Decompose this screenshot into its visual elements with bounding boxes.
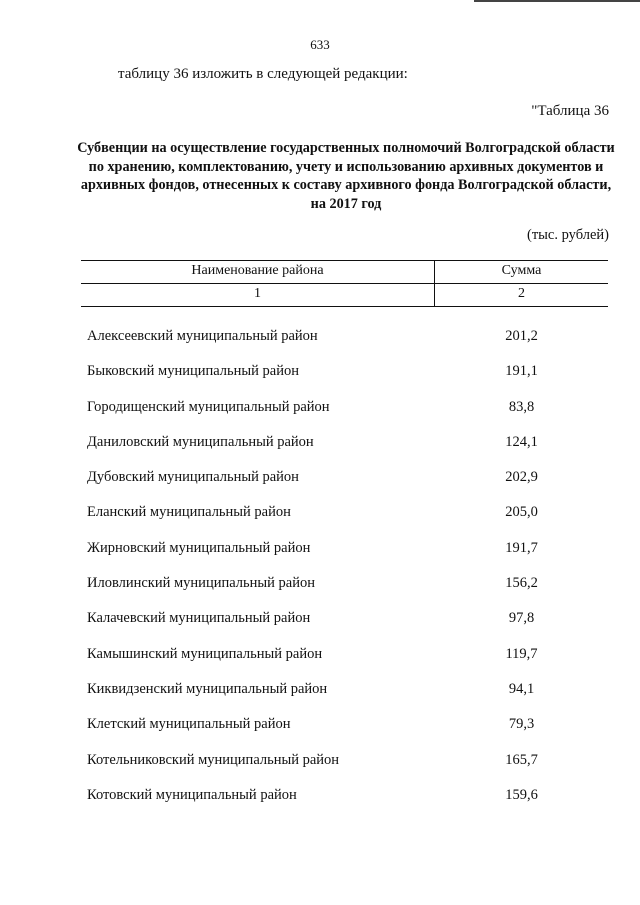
district-amount: 94,1 [508, 680, 535, 697]
unit-label: (тыс. рублей) [527, 227, 609, 243]
district-amount: 159,6 [505, 786, 538, 803]
district-amount: 119,7 [505, 645, 538, 662]
header-mid-rule [81, 283, 608, 284]
district-name: Городищенский муниципальный район [87, 398, 330, 415]
table-row [0, 638, 640, 673]
district-amount: 191,1 [505, 363, 538, 380]
district-name: Иловлинский муниципальный район [87, 575, 315, 592]
header-top-rule [81, 260, 608, 261]
district-amount: 83,8 [508, 398, 535, 415]
district-name: Котельниковский муниципальный район [87, 751, 340, 768]
district-name: Киквидзенский муниципальный район [87, 680, 328, 697]
district-amount: 202,9 [505, 469, 538, 486]
district-amount: 201,2 [505, 328, 538, 344]
district-amount: 79,3 [508, 716, 535, 733]
table-row [0, 461, 640, 496]
table-row [0, 567, 640, 602]
district-amount: 191,7 [505, 539, 538, 556]
district-name: Клетский муниципальный район [87, 716, 291, 733]
district-name: Быковский муниципальный район [87, 363, 299, 380]
district-amount: 156,2 [505, 575, 538, 592]
district-amount: 124,1 [505, 433, 538, 450]
table-row [0, 744, 640, 779]
table-row [0, 673, 640, 708]
district-amount: 205,0 [505, 504, 538, 521]
district-name: Камышинский муниципальный район [87, 645, 323, 662]
table-row [0, 532, 640, 567]
table-title: Субвенции на осуществление государственных полномочий Волгоградской области по хранению, комплектованию, учету и использованию архивных документов и архивных фондов, отнесенных к составу архивного фонда Волгоградской области, на 2017 год [77, 140, 615, 212]
table-label: "Таблица 36 [531, 103, 609, 119]
district-name: Калачевский муниципальный район [87, 610, 311, 627]
district-name: Жирновский муниципальный район [87, 539, 311, 556]
table-row [0, 496, 640, 531]
header-district-name: Наименование района [191, 263, 324, 278]
district-name: Дубовский муниципальный район [87, 469, 299, 486]
district-amount: 165,7 [505, 751, 538, 768]
table-row [0, 426, 640, 461]
header-amount: Сумма [501, 263, 542, 278]
table-row [0, 708, 640, 743]
district-name: Котовский муниципальный район [87, 786, 297, 803]
header-column-number-1: 1 [254, 286, 261, 301]
table-body [0, 320, 640, 814]
header-bottom-rule [81, 306, 608, 307]
table-row [0, 602, 640, 637]
district-name: Алексеевский муниципальный район [87, 328, 318, 344]
table-row [0, 779, 640, 814]
district-amount: 97,8 [508, 610, 535, 627]
intro-text: таблицу 36 изложить в следующей редакции: [118, 66, 408, 82]
district-name: Еланский муниципальный район [87, 504, 291, 521]
district-name: Даниловский муниципальный район [87, 433, 314, 450]
table-row [0, 355, 640, 390]
scan-edge-line [474, 0, 640, 2]
header-column-number-2: 2 [518, 286, 525, 301]
table-row [0, 320, 640, 355]
table-row [0, 391, 640, 426]
page-number: 633 [310, 37, 330, 52]
